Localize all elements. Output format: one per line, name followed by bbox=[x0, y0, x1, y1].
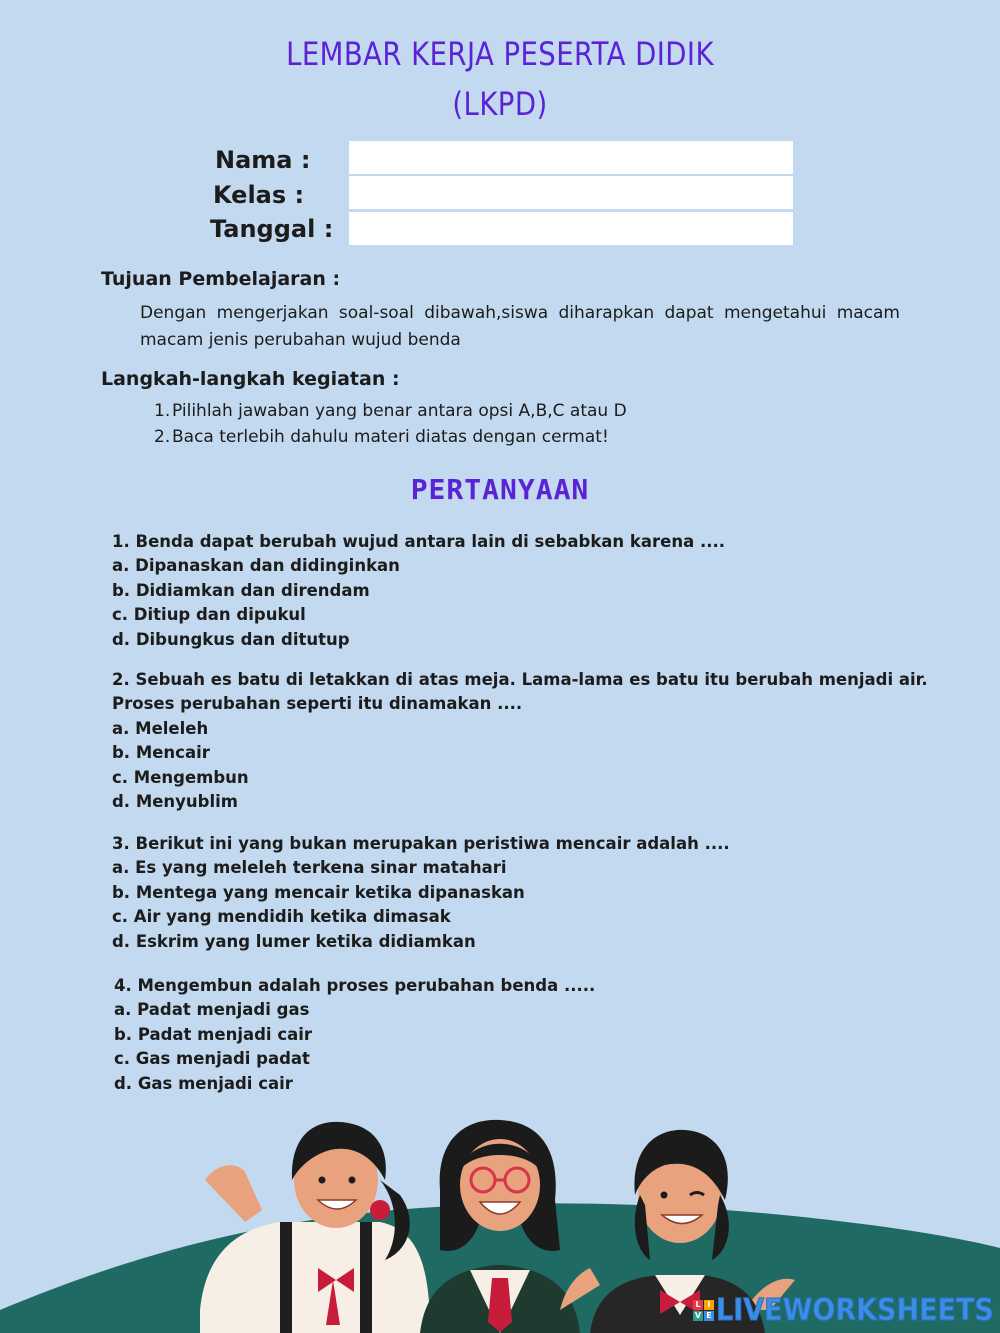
class-input[interactable] bbox=[349, 176, 793, 209]
answer-option-b[interactable]: b. Mentega yang mencair ketika dipanaskan bbox=[112, 882, 525, 902]
step-number: 2. bbox=[154, 427, 171, 447]
answer-option-d[interactable]: d. Eskrim yang lumer ketika didiamkan bbox=[112, 931, 476, 951]
name-input[interactable] bbox=[349, 141, 793, 174]
answer-option-b[interactable]: b. Padat menjadi cair bbox=[114, 1024, 313, 1044]
student-girl-left bbox=[200, 1122, 430, 1333]
objective-text: Dengan mengerjakan soal-soal dibawah,siswa diharapkan dapat mengetahui macam macam jenis perubahan wujud benda bbox=[140, 303, 900, 350]
answer-option-a[interactable]: a. Meleleh bbox=[112, 718, 209, 738]
liveworksheets-mark-icon bbox=[693, 1300, 714, 1321]
worksheet-subtitle: (LKPD) bbox=[452, 85, 548, 123]
logo-letter: E bbox=[704, 1311, 714, 1321]
question-3 bbox=[112, 832, 932, 954]
question-text: 1. Benda dapat berubah wujud antara lain di sebabkan karena .... bbox=[112, 532, 726, 551]
answer-option-a[interactable]: a. Dipanaskan dan didinginkan bbox=[112, 556, 400, 576]
step-item bbox=[154, 401, 627, 421]
answer-option-d[interactable]: d. Gas menjadi cair bbox=[114, 1073, 293, 1093]
questions-heading: PERTANYAAN bbox=[410, 473, 590, 506]
answer-option-a[interactable]: a. Es yang meleleh terkena sinar matahari bbox=[112, 858, 507, 878]
date-input[interactable] bbox=[349, 212, 793, 245]
question-text-continued: Proses perubahan seperti itu dinamakan .... bbox=[112, 694, 523, 714]
answer-option-c[interactable]: c. Air yang mendidih ketika dimasak bbox=[112, 907, 451, 927]
answer-option-d[interactable]: d. Menyublim bbox=[112, 792, 238, 812]
liveworksheets-logo bbox=[693, 1293, 1000, 1328]
liveworksheets-wordmark: LIVEWORKSHEETS bbox=[716, 1293, 994, 1328]
logo-letter: V bbox=[694, 1311, 702, 1320]
class-label: Kelas : bbox=[213, 181, 305, 209]
date-label: Tanggal : bbox=[210, 215, 334, 243]
question-4 bbox=[114, 974, 934, 1096]
logo-letter: L bbox=[693, 1300, 703, 1310]
steps-heading: Langkah-langkah kegiatan : bbox=[101, 368, 400, 390]
answer-option-d[interactable]: d. Dibungkus dan ditutup bbox=[112, 629, 350, 649]
question-text: 3. Berikut ini yang bukan merupakan peristiwa mencair adalah .... bbox=[112, 834, 730, 853]
objective-heading: Tujuan Pembelajaran : bbox=[101, 268, 341, 290]
student-girl-middle bbox=[420, 1120, 580, 1333]
answer-option-b[interactable]: b. Didiamkan dan direndam bbox=[112, 580, 370, 600]
answer-option-c[interactable]: c. Mengembun bbox=[112, 767, 249, 787]
name-label: Nama : bbox=[215, 146, 311, 174]
answer-option-c[interactable]: c. Ditiup dan dipukul bbox=[112, 605, 306, 625]
step-number: 1. bbox=[154, 401, 171, 421]
step-text: Baca terlebih dahulu materi diatas dengan cermat! bbox=[172, 427, 609, 447]
question-1 bbox=[112, 530, 932, 652]
worksheet-title: LEMBAR KERJA PESERTA DIDIK bbox=[286, 35, 714, 73]
step-item bbox=[154, 427, 609, 447]
answer-option-b[interactable]: b. Mencair bbox=[112, 743, 210, 763]
question-text: 2. Sebuah es batu di letakkan di atas meja. Lama-lama es batu itu berubah menjadi air. bbox=[112, 670, 928, 689]
step-text: Pilihlah jawaban yang benar antara opsi A,B,C atau D bbox=[172, 401, 627, 421]
logo-letter: I bbox=[704, 1300, 714, 1310]
question-text: 4. Mengembun adalah proses perubahan benda ..... bbox=[114, 976, 596, 995]
question-2 bbox=[112, 668, 932, 814]
answer-option-c[interactable]: c. Gas menjadi padat bbox=[114, 1049, 310, 1069]
answer-option-a[interactable]: a. Padat menjadi gas bbox=[114, 1000, 310, 1020]
